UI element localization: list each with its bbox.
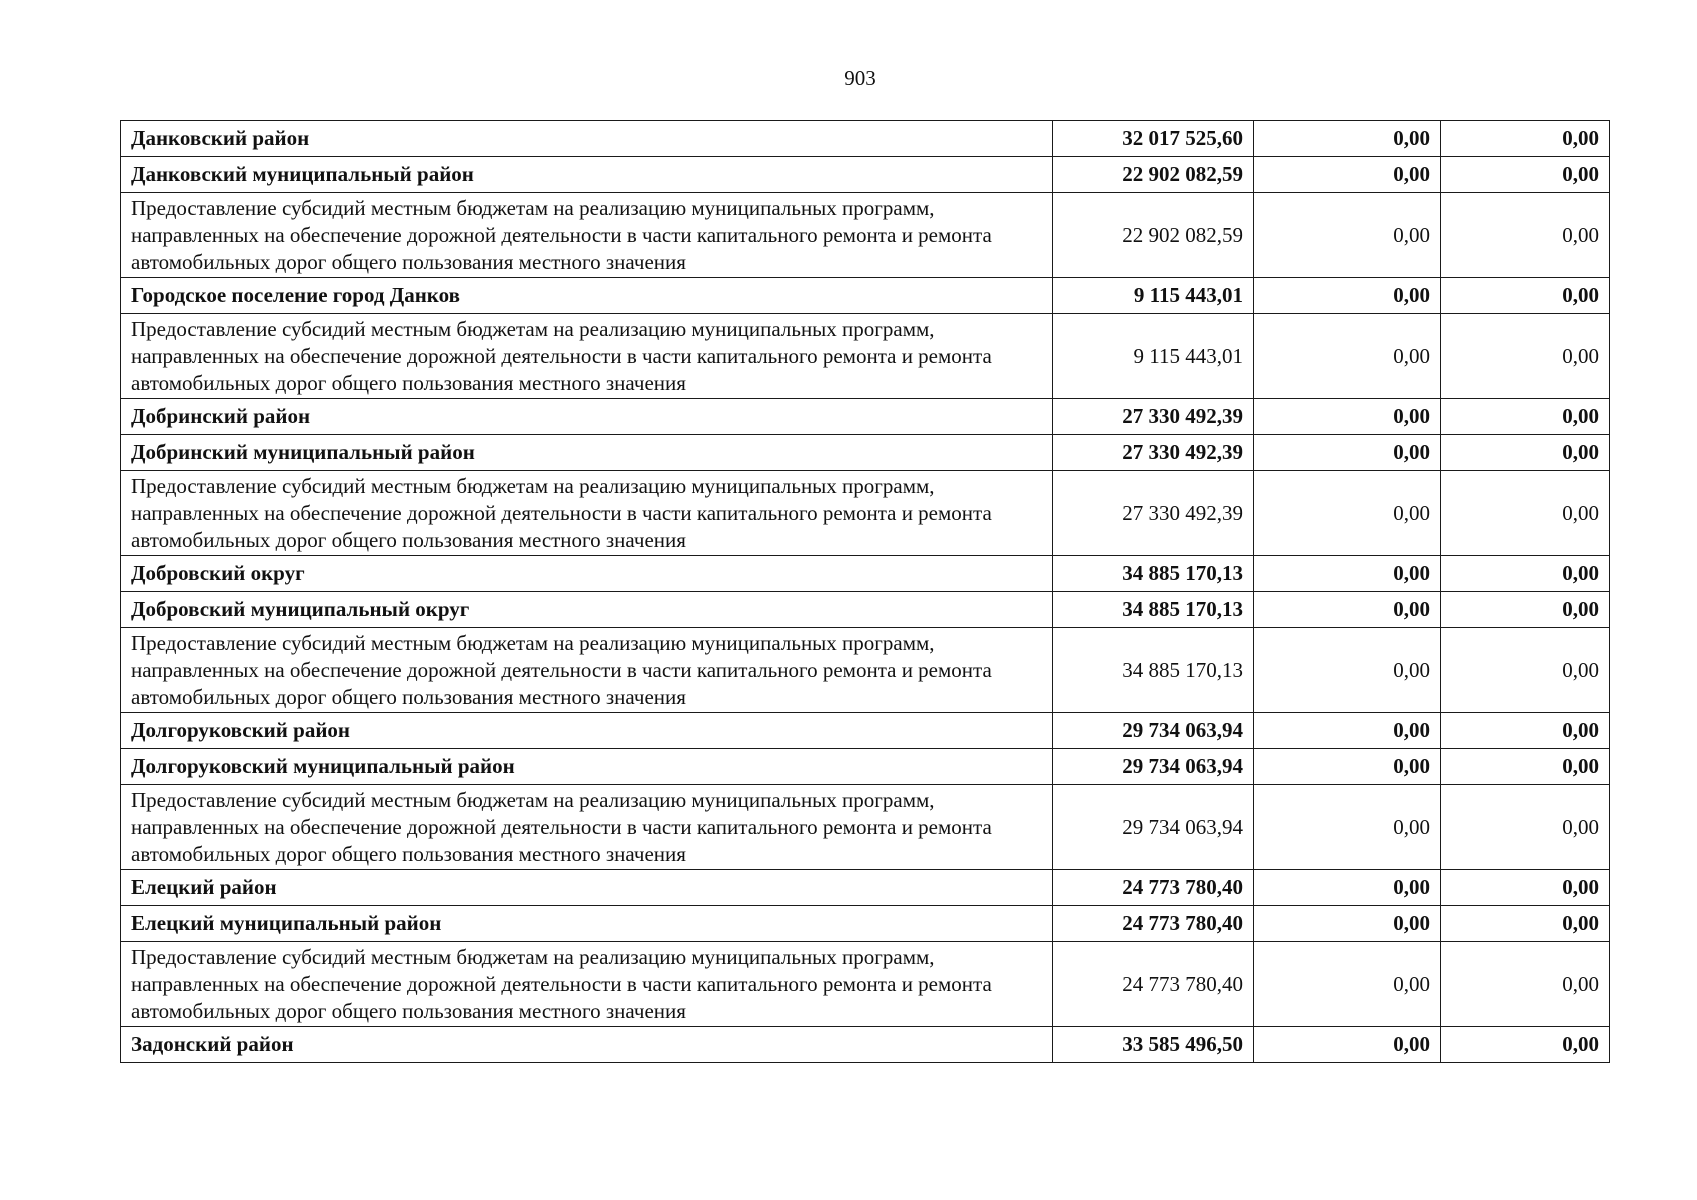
- row-amount: 9 115 443,01: [1053, 314, 1254, 399]
- row-value-3: 0,00: [1441, 399, 1610, 435]
- table-row: [121, 121, 1610, 157]
- row-value-3: 0,00: [1441, 556, 1610, 592]
- row-name: Елецкий район: [121, 870, 1053, 906]
- row-amount: 24 773 780,40: [1053, 942, 1254, 1027]
- row-amount: 29 734 063,94: [1053, 785, 1254, 870]
- row-amount: 32 017 525,60: [1053, 121, 1254, 157]
- row-amount: 22 902 082,59: [1053, 193, 1254, 278]
- row-name: Елецкий муниципальный район: [121, 906, 1053, 942]
- table-row: [121, 471, 1610, 556]
- table-row: [121, 628, 1610, 713]
- row-value-3: 0,00: [1441, 435, 1610, 471]
- row-value-2: 0,00: [1254, 942, 1441, 1027]
- row-amount: 22 902 082,59: [1053, 157, 1254, 193]
- row-amount: 33 585 496,50: [1053, 1027, 1254, 1063]
- row-value-2: 0,00: [1254, 592, 1441, 628]
- row-name: Добринский район: [121, 399, 1053, 435]
- row-value-2: 0,00: [1254, 556, 1441, 592]
- row-amount: 24 773 780,40: [1053, 870, 1254, 906]
- row-name: Предоставление субсидий местным бюджетам на реализацию муниципальных программ, направленных на обеспечение дорожной деятельности в части капитального ремонта и ремонта автомобильных дорог общего пользования местного значения: [121, 628, 1053, 713]
- row-amount: 24 773 780,40: [1053, 906, 1254, 942]
- row-amount: 29 734 063,94: [1053, 713, 1254, 749]
- table-row: [121, 906, 1610, 942]
- table-row: [121, 314, 1610, 399]
- row-value-3: 0,00: [1441, 628, 1610, 713]
- row-value-2: 0,00: [1254, 157, 1441, 193]
- row-name: Предоставление субсидий местным бюджетам на реализацию муниципальных программ, направленных на обеспечение дорожной деятельности в части капитального ремонта и ремонта автомобильных дорог общего пользования местного значения: [121, 942, 1053, 1027]
- row-name: Долгоруковский муниципальный район: [121, 749, 1053, 785]
- row-value-3: 0,00: [1441, 471, 1610, 556]
- row-amount: 27 330 492,39: [1053, 399, 1254, 435]
- row-value-2: 0,00: [1254, 713, 1441, 749]
- row-amount: 27 330 492,39: [1053, 435, 1254, 471]
- row-value-3: 0,00: [1441, 906, 1610, 942]
- row-value-2: 0,00: [1254, 749, 1441, 785]
- row-value-3: 0,00: [1441, 592, 1610, 628]
- row-name: Добровский муниципальный округ: [121, 592, 1053, 628]
- row-name: Добровский округ: [121, 556, 1053, 592]
- row-value-2: 0,00: [1254, 193, 1441, 278]
- row-value-3: 0,00: [1441, 1027, 1610, 1063]
- row-value-3: 0,00: [1441, 713, 1610, 749]
- row-amount: 29 734 063,94: [1053, 749, 1254, 785]
- table-row: [121, 592, 1610, 628]
- row-name: Задонский район: [121, 1027, 1053, 1063]
- row-name: Предоставление субсидий местным бюджетам на реализацию муниципальных программ, направленных на обеспечение дорожной деятельности в части капитального ремонта и ремонта автомобильных дорог общего пользования местного значения: [121, 471, 1053, 556]
- row-value-3: 0,00: [1441, 193, 1610, 278]
- table-row: [121, 785, 1610, 870]
- row-amount: 34 885 170,13: [1053, 556, 1254, 592]
- row-value-2: 0,00: [1254, 314, 1441, 399]
- row-value-2: 0,00: [1254, 278, 1441, 314]
- row-value-2: 0,00: [1254, 121, 1441, 157]
- row-value-3: 0,00: [1441, 121, 1610, 157]
- row-name: Долгоруковский район: [121, 713, 1053, 749]
- row-name: Предоставление субсидий местным бюджетам на реализацию муниципальных программ, направленных на обеспечение дорожной деятельности в части капитального ремонта и ремонта автомобильных дорог общего пользования местного значения: [121, 193, 1053, 278]
- table-row: [121, 399, 1610, 435]
- row-name: Добринский муниципальный район: [121, 435, 1053, 471]
- page-number: 903: [844, 66, 876, 90]
- table-row: [121, 278, 1610, 314]
- row-name: Городское поселение город Данков: [121, 278, 1053, 314]
- row-value-2: 0,00: [1254, 471, 1441, 556]
- table-row: [121, 157, 1610, 193]
- row-amount: 34 885 170,13: [1053, 592, 1254, 628]
- row-value-3: 0,00: [1441, 314, 1610, 399]
- row-amount: 27 330 492,39: [1053, 471, 1254, 556]
- table-row: [121, 749, 1610, 785]
- table-row: [121, 435, 1610, 471]
- row-value-3: 0,00: [1441, 157, 1610, 193]
- table-row: [121, 193, 1610, 278]
- row-value-3: 0,00: [1441, 870, 1610, 906]
- row-value-2: 0,00: [1254, 870, 1441, 906]
- row-value-3: 0,00: [1441, 942, 1610, 1027]
- table-row: [121, 713, 1610, 749]
- row-name: Данковский муниципальный район: [121, 157, 1053, 193]
- row-value-2: 0,00: [1254, 399, 1441, 435]
- table-row: [121, 942, 1610, 1027]
- table-row: [121, 870, 1610, 906]
- row-name: Предоставление субсидий местным бюджетам на реализацию муниципальных программ, направленных на обеспечение дорожной деятельности в части капитального ремонта и ремонта автомобильных дорог общего пользования местного значения: [121, 785, 1053, 870]
- row-value-2: 0,00: [1254, 435, 1441, 471]
- row-value-2: 0,00: [1254, 628, 1441, 713]
- row-amount: 34 885 170,13: [1053, 628, 1254, 713]
- row-value-3: 0,00: [1441, 785, 1610, 870]
- row-name: Данковский район: [121, 121, 1053, 157]
- table-row: [121, 1027, 1610, 1063]
- row-value-2: 0,00: [1254, 1027, 1441, 1063]
- budget-table: [120, 120, 1610, 1063]
- row-amount: 9 115 443,01: [1053, 278, 1254, 314]
- row-name: Предоставление субсидий местным бюджетам на реализацию муниципальных программ, направленных на обеспечение дорожной деятельности в части капитального ремонта и ремонта автомобильных дорог общего пользования местного значения: [121, 314, 1053, 399]
- row-value-3: 0,00: [1441, 749, 1610, 785]
- row-value-3: 0,00: [1441, 278, 1610, 314]
- row-value-2: 0,00: [1254, 785, 1441, 870]
- row-value-2: 0,00: [1254, 906, 1441, 942]
- table-row: [121, 556, 1610, 592]
- budget-table-body: [121, 121, 1610, 1063]
